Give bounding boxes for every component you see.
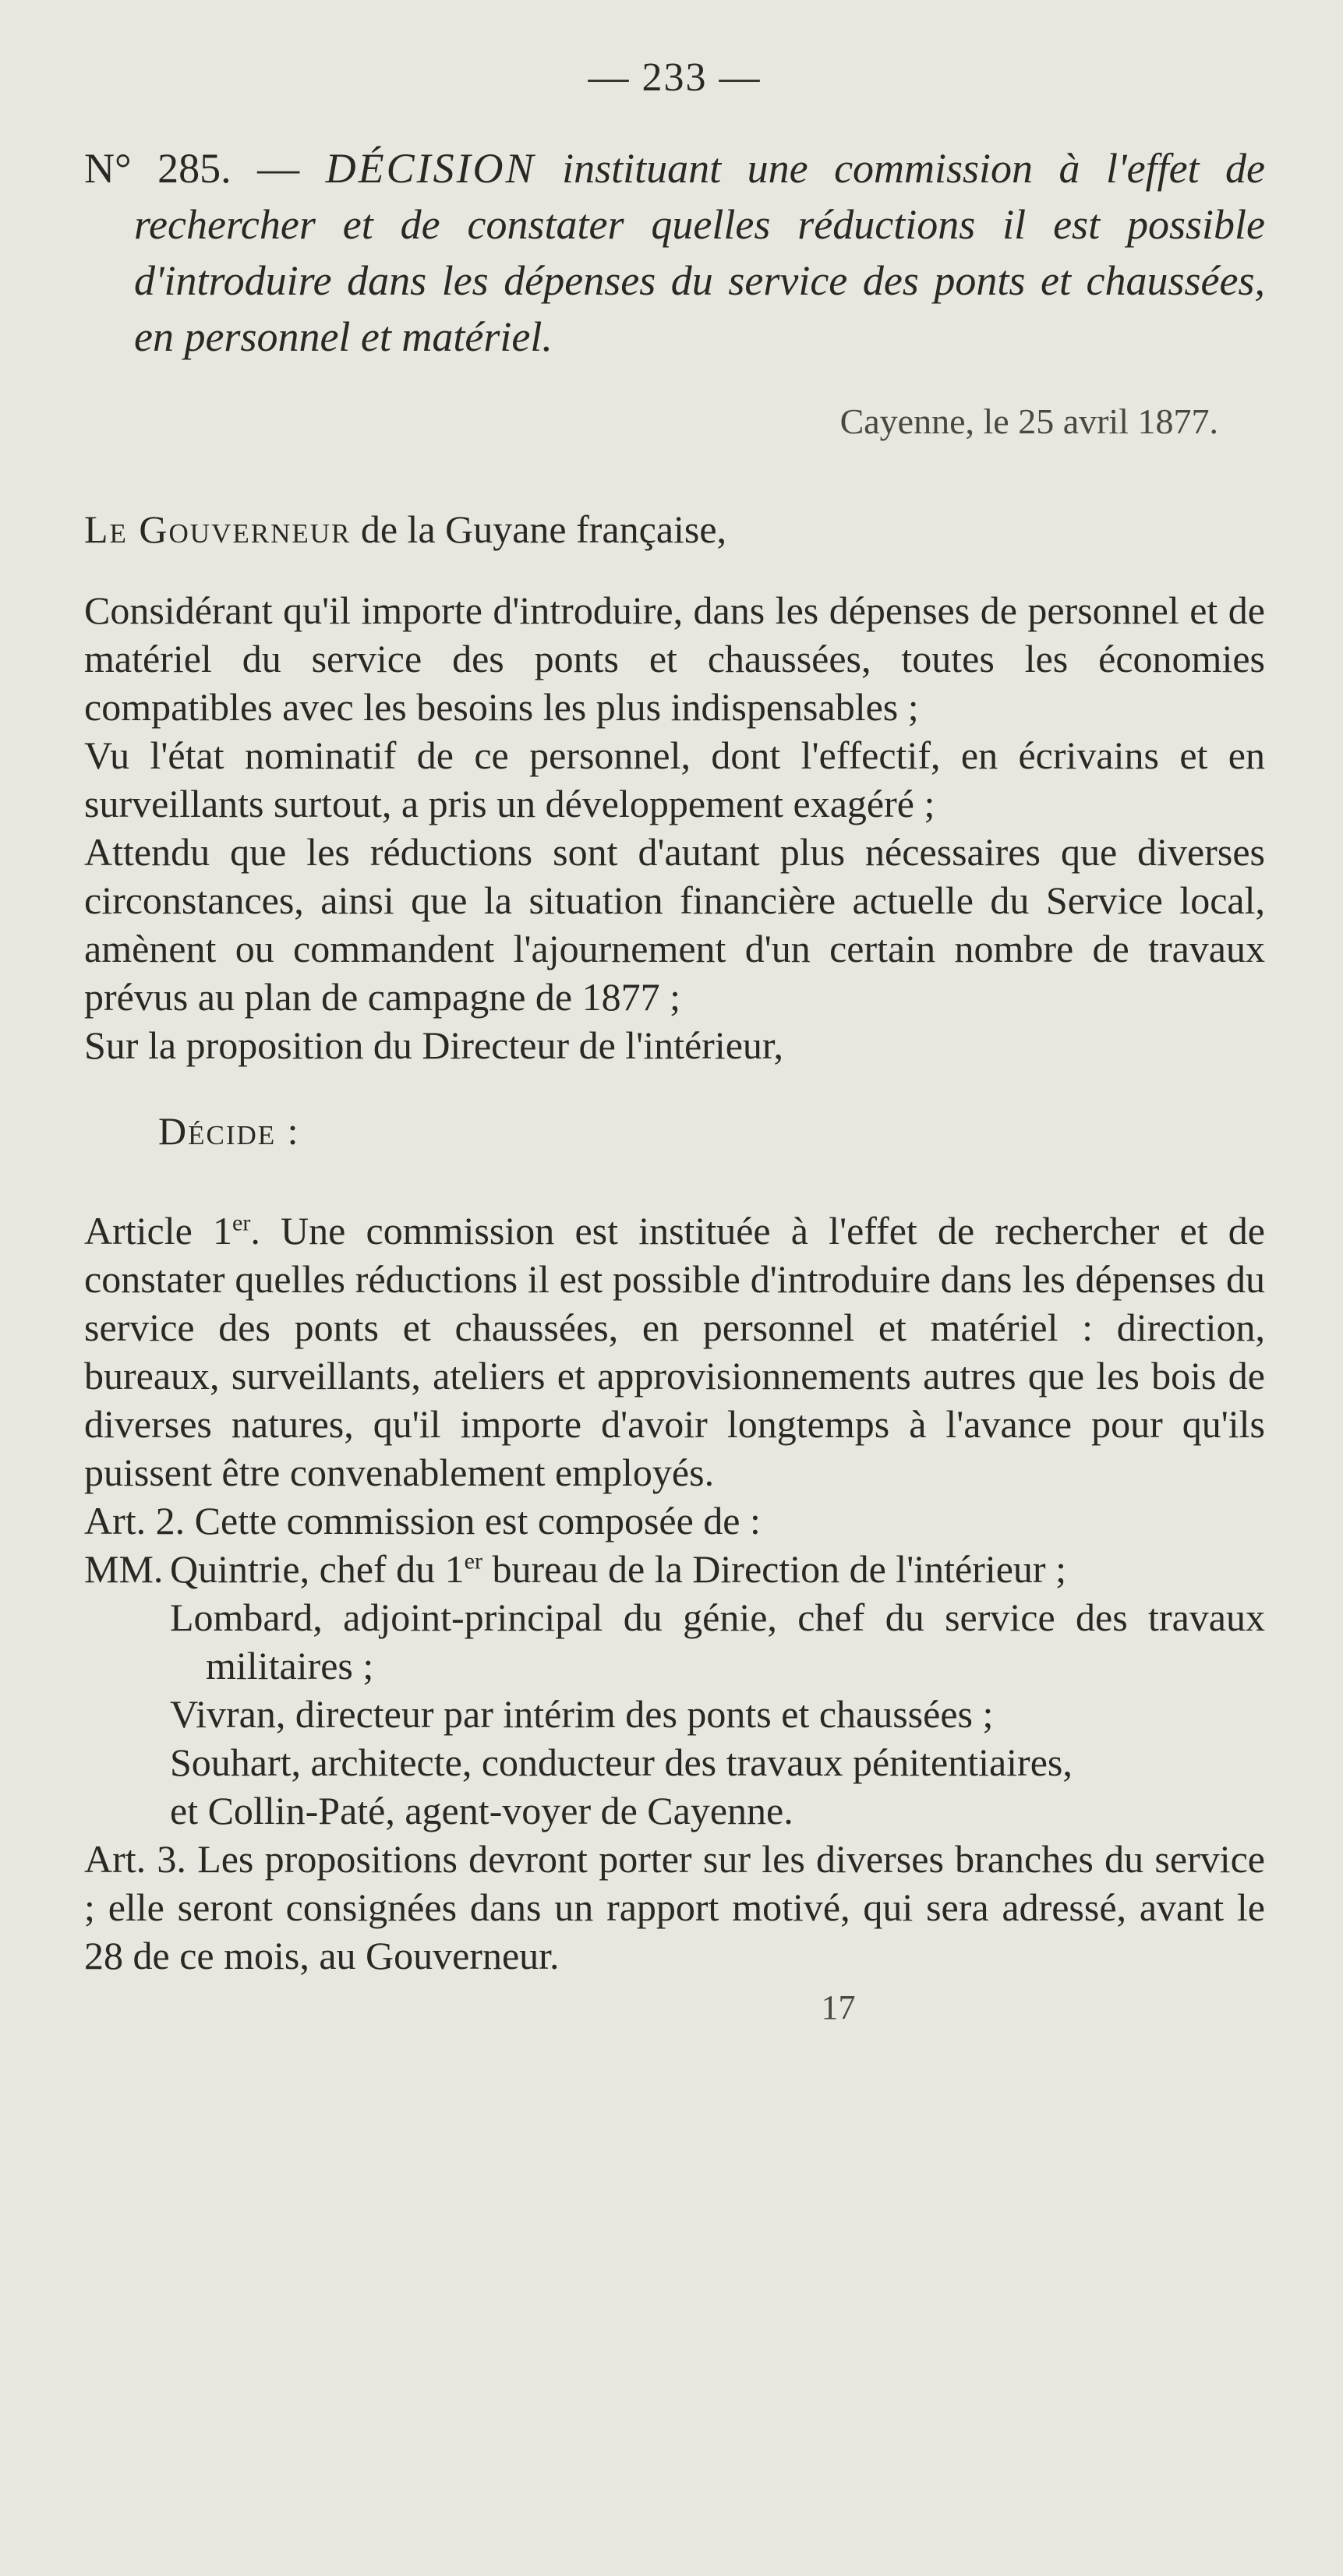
article-1-text: . Une commission est instituée à l'effet de rechercher et de constater quelles réductions il est possible d'introduire dans les dépenses du service des ponts et chaussées, en personnel et matériel : direction, bureaux, surveillants, ateliers et approvisionnements autres que les bois de diverses natures, qu'il importe d'avoir longtemps à l'avance pour qu'ils puissent être convenablement employés. xyxy=(84,1209,1265,1494)
list-item xyxy=(84,1545,1265,1593)
member-vivran: Vivran, directeur par intérim des ponts et chaussées ; xyxy=(170,1692,994,1736)
decision-subject: instituant une commission à l'effet de rechercher et de constater quelles réductions il est possible d'introduire dans les dépenses du service des ponts et chaussées, en personnel et matériel. xyxy=(134,145,1266,360)
decide-heading: Décide : xyxy=(158,1109,300,1153)
decision-word: DÉCISION xyxy=(325,145,536,192)
member-souhart: Souhart, architecte, conducteur des travaux pénitentiaires, xyxy=(170,1740,1073,1784)
preamble xyxy=(84,586,1265,1069)
list-item xyxy=(84,1593,1265,1690)
governor-line xyxy=(84,504,1265,555)
article-3 xyxy=(84,1835,1265,1980)
member-lombard: Lombard, adjoint-principal du génie, chef du service des travaux militaires ; xyxy=(170,1595,1265,1687)
page-number: — 233 — xyxy=(588,55,762,100)
member-list xyxy=(84,1545,1265,1835)
member-quintrie: Quintrie, chef du 1er bureau de la Direction de l'intérieur ; xyxy=(170,1547,1066,1591)
signature-mark: 17 xyxy=(821,1988,856,2027)
decision-title xyxy=(84,140,1265,365)
article-2-text: Art. 2. Cette commission est composée de : xyxy=(84,1499,761,1542)
article-1-label: Article 1 xyxy=(84,1209,233,1253)
list-item xyxy=(84,1690,1265,1738)
preamble-vu: Vu l'état nominatif de ce personnel, dont l'effectif, en écrivains et en surveillants surtout, a pris un développement exagéré ; xyxy=(84,733,1265,825)
preamble-considerant: Considérant qu'il importe d'introduire, dans les dépenses de personnel et de matériel du service des ponts et chaussées, toutes les économies compatibles avec les besoins les plus indispensables ; xyxy=(84,588,1265,729)
list-item xyxy=(84,1786,1265,1835)
list-item xyxy=(84,1738,1265,1786)
preamble-attendu: Attendu que les réductions sont d'autant plus nécessaires que diverses circonstances, ainsi que la situation financière actuelle du Service local, amènent ou commandent l'ajournement d'un certain nombre de travaux prévus au plan de campagne de 1877 ; xyxy=(84,830,1265,1019)
preamble-proposition: Sur la proposition du Directeur de l'intérieur, xyxy=(84,1023,784,1067)
article-3-text: Art. 3. Les propositions devront porter sur les diverses branches du service ; elle seront consignées dans un rapport motivé, qui sera adressé, avant le 28 de ce mois, au Gouverneur. xyxy=(84,1837,1265,1977)
article-1-sup: er xyxy=(232,1210,251,1236)
decision-number: N° 285. xyxy=(84,145,231,192)
dateline: Cayenne, le 25 avril 1877. xyxy=(839,401,1218,441)
members-prefix: MM. xyxy=(84,1547,164,1591)
member-collin-pate: et Collin-Paté, agent-voyer de Cayenne. xyxy=(170,1789,793,1832)
governor-territory: de la Guyane française, xyxy=(360,507,727,551)
title-dash: — xyxy=(257,145,300,192)
governor-title: Le Gouverneur xyxy=(84,507,352,551)
article-1 xyxy=(84,1207,1265,1496)
article-2 xyxy=(84,1496,1265,1545)
